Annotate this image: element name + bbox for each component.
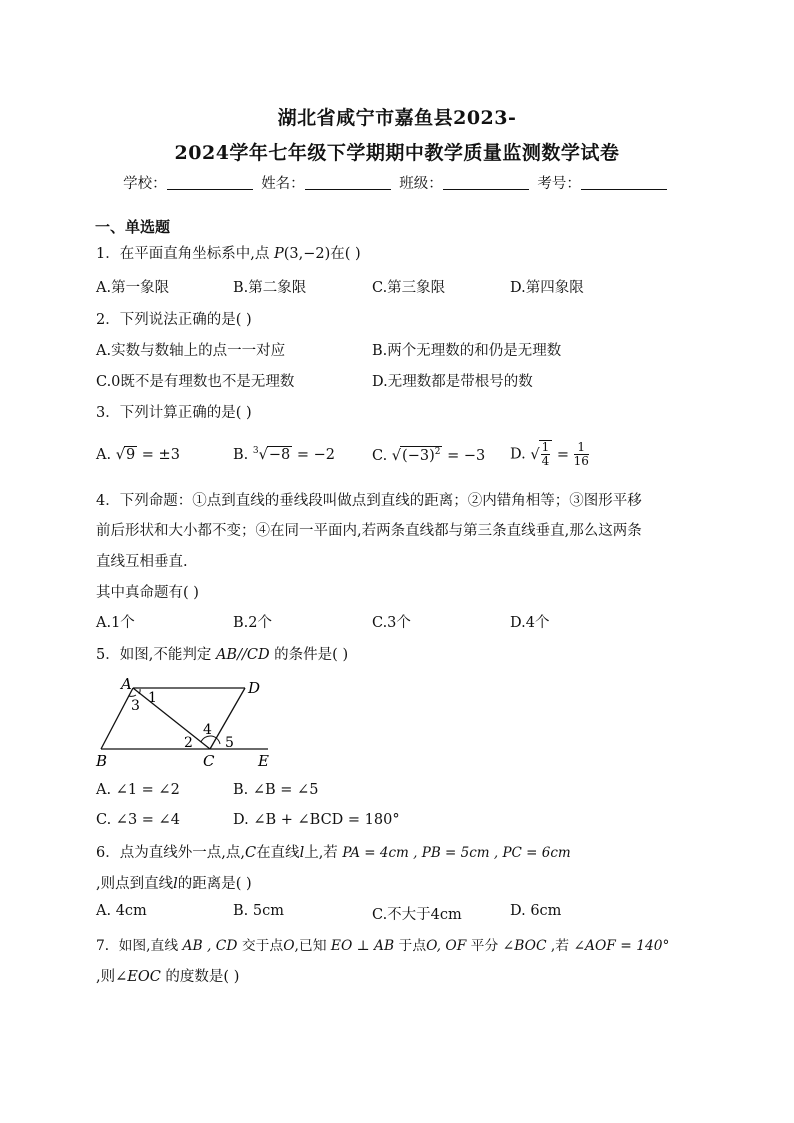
q7-text-c: ,已知 [294, 938, 331, 954]
q4-option-d[interactable]: D.4个 [510, 615, 550, 631]
q3-c-radicand: (−3) [402, 447, 435, 464]
q7-math-2: EO ⊥ AB [330, 938, 395, 954]
angle-arc-3 [129, 695, 136, 696]
q3-d-num: 1 [541, 440, 550, 454]
q3-a-radicand: 9 [125, 447, 136, 463]
q3-b-label: B. [233, 447, 249, 463]
q6-option-b[interactable]: B. 5cm [233, 903, 284, 919]
segment-ac [133, 688, 210, 749]
q1-point: P [273, 246, 284, 262]
q3-c-rest: = −3 [442, 447, 486, 464]
q7-point-o: O [283, 938, 295, 954]
q4-line2: 前后形状和大小都不变；④在同一平面内,若两条直线都与第三条直线垂直,那么这两条 [96, 523, 642, 539]
q5-stem-b: 的条件是( ) [269, 647, 349, 663]
q3-d-den: 4 [541, 454, 550, 468]
label-b: B [96, 752, 108, 770]
q1-option-a[interactable]: A.第一象限 [96, 280, 170, 296]
exam-number-blank[interactable] [581, 175, 667, 190]
label-d: D [248, 679, 261, 697]
q3-option-a[interactable] [96, 446, 180, 463]
q5-option-d[interactable]: D. ∠B + ∠BCD = 180° [233, 812, 400, 828]
name-label: 姓名： [261, 176, 305, 192]
q4-line1: 4．下列命题：①点到直线的垂线段叫做点到直线的距离；②内错角相等；③图形平移 [96, 493, 642, 509]
q4-line4: 其中真命题有( ) [96, 585, 199, 601]
q1-coords: (3,−2) [283, 246, 331, 262]
q7-text-a: 7．如图,直线 [96, 938, 183, 954]
q7-line2-math: ∠EOC [115, 969, 161, 985]
q7-line2-a: ,则 [96, 969, 116, 985]
q3-d-radicand [539, 440, 553, 468]
q7-line1 [96, 934, 669, 954]
q7-text-e: 平分 [466, 938, 503, 954]
q3-b-rest: = −2 [292, 447, 335, 463]
q2-option-a[interactable]: A.实数与数轴上的点一一对应 [96, 343, 286, 359]
q6-line-l: l [299, 845, 305, 861]
q5-stem-math: AB//CD [215, 647, 270, 663]
q3-option-c[interactable] [372, 446, 485, 464]
q2-option-b[interactable]: B.两个无理数的和仍是无理数 [372, 343, 562, 359]
q3-d-label: D. [510, 446, 526, 463]
q3-b-expr: $^3$√−8 = −2 [252, 446, 335, 463]
class-blank[interactable] [443, 175, 529, 190]
school-label: 学校： [123, 176, 167, 192]
q7-line2 [96, 965, 239, 986]
q7-math-3: O, OF [426, 938, 467, 954]
q3-d-rnum: 1 [574, 441, 589, 455]
q4-option-c[interactable]: C.3个 [372, 615, 411, 631]
label-2: 2 [184, 735, 193, 751]
q3-d-frac-right [574, 441, 589, 468]
label-a: A [121, 675, 132, 693]
exam-number-label: 考号： [537, 176, 581, 192]
q6-text-a: 6．点为直线外一点,点, [96, 845, 245, 861]
q7-math-1: AB , CD [182, 938, 238, 954]
q3-a-expr: √9 = ±3 [115, 447, 180, 463]
question-2: 2．下列说法正确的是( ) [96, 312, 252, 328]
q3-d-frac-left [541, 441, 551, 468]
q6-line2 [96, 872, 252, 893]
question-1 [96, 242, 361, 263]
q3-option-b[interactable] [233, 446, 335, 463]
student-info-row [0, 172, 794, 193]
q3-c-radicand-wrap [400, 446, 442, 464]
q7-math-5: ∠AOF = 140° [573, 938, 670, 954]
q7-text-d: 于点 [394, 938, 427, 954]
q5-option-c[interactable]: C. ∠3 = ∠4 [96, 812, 180, 828]
q2-option-d[interactable]: D.无理数都是带根号的数 [372, 374, 533, 390]
q1-tail: 在( ) [330, 246, 361, 262]
q7-line2-b: 的度数是( ) [160, 969, 240, 985]
label-3: 3 [131, 698, 140, 714]
q3-c-label: C. [372, 447, 388, 464]
q1-option-c[interactable]: C.第三象限 [372, 280, 446, 296]
q3-b-radicand: −8 [268, 447, 291, 463]
q5-figure [88, 672, 288, 772]
q1-option-d[interactable]: D.第四象限 [510, 280, 584, 296]
q7-text-f: ,若 [546, 938, 574, 954]
q3-c-exp: 2 [434, 447, 441, 457]
q4-option-a[interactable]: A.1个 [96, 615, 135, 631]
q6-option-d[interactable]: D. 6cm [510, 903, 562, 919]
q3-d-expr: √ $\frac{1}{4}$ = $\frac{1}{16}$ [530, 440, 589, 468]
name-blank[interactable] [305, 175, 391, 190]
q6-text-d: 上,若 [304, 845, 343, 861]
q3-option-d[interactable] [510, 440, 589, 468]
segment-ab [101, 688, 133, 749]
label-5: 5 [225, 735, 234, 751]
label-1: 1 [148, 690, 157, 706]
q3-c-expr: $√(-3)^2 = -3$ [391, 447, 486, 464]
q3-d-eq: = [552, 446, 574, 463]
q3-b-index: 3 [252, 446, 259, 457]
q5-option-b[interactable]: B. ∠B = ∠5 [233, 782, 319, 798]
q1-stem: 1．在平面直角坐标系中,点 [96, 246, 270, 262]
q2-option-c[interactable]: C.0既不是有理数也不是无理数 [96, 374, 295, 390]
school-blank[interactable] [167, 175, 253, 190]
q3-a-label: A. [96, 447, 112, 463]
label-e: E [258, 752, 269, 770]
q4-line3: 直线互相垂直. [96, 554, 188, 570]
class-label: 班级： [399, 176, 443, 192]
question-5 [96, 643, 348, 664]
q7-math-4: ∠BOC [502, 938, 547, 954]
q7-text-b: 交于点 [237, 938, 284, 954]
q6-option-a[interactable]: A. 4cm [96, 903, 147, 919]
section-title: 一、单选题 [95, 218, 171, 236]
q6-distances: PA = 4cm , PB = 5cm , PC = 6cm [342, 845, 571, 861]
q1-option-b[interactable]: B.第二象限 [233, 280, 307, 296]
label-c: C [203, 752, 215, 770]
q6-text-b: 在直线 [256, 845, 300, 861]
q4-option-b[interactable]: B.2个 [233, 615, 272, 631]
exam-title-line2: 2024学年七年级下学期期中教学质量监测数学试卷 [174, 142, 620, 164]
q6-line1 [96, 841, 571, 862]
angle-arc-1 [139, 689, 140, 694]
q6-line2-l: l [173, 876, 178, 892]
q6-option-c[interactable]: C.不大于4cm [372, 907, 462, 923]
exam-title-line1: 湖北省咸宁市嘉鱼县2023- [277, 107, 517, 129]
label-4: 4 [203, 722, 212, 738]
q6-point-c: C [244, 845, 257, 861]
question-3: 3．下列计算正确的是( ) [96, 405, 252, 421]
q6-line2-b: 的距离是( ) [177, 876, 252, 892]
q3-d-rden: 16 [573, 454, 589, 468]
q5-option-a[interactable]: A. ∠1 = ∠2 [96, 782, 180, 798]
q5-stem-a: 5．如图,不能判定 [96, 647, 216, 663]
q6-line2-a: ,则点到直线 [96, 876, 174, 892]
q3-a-rest: = ±3 [137, 447, 180, 463]
